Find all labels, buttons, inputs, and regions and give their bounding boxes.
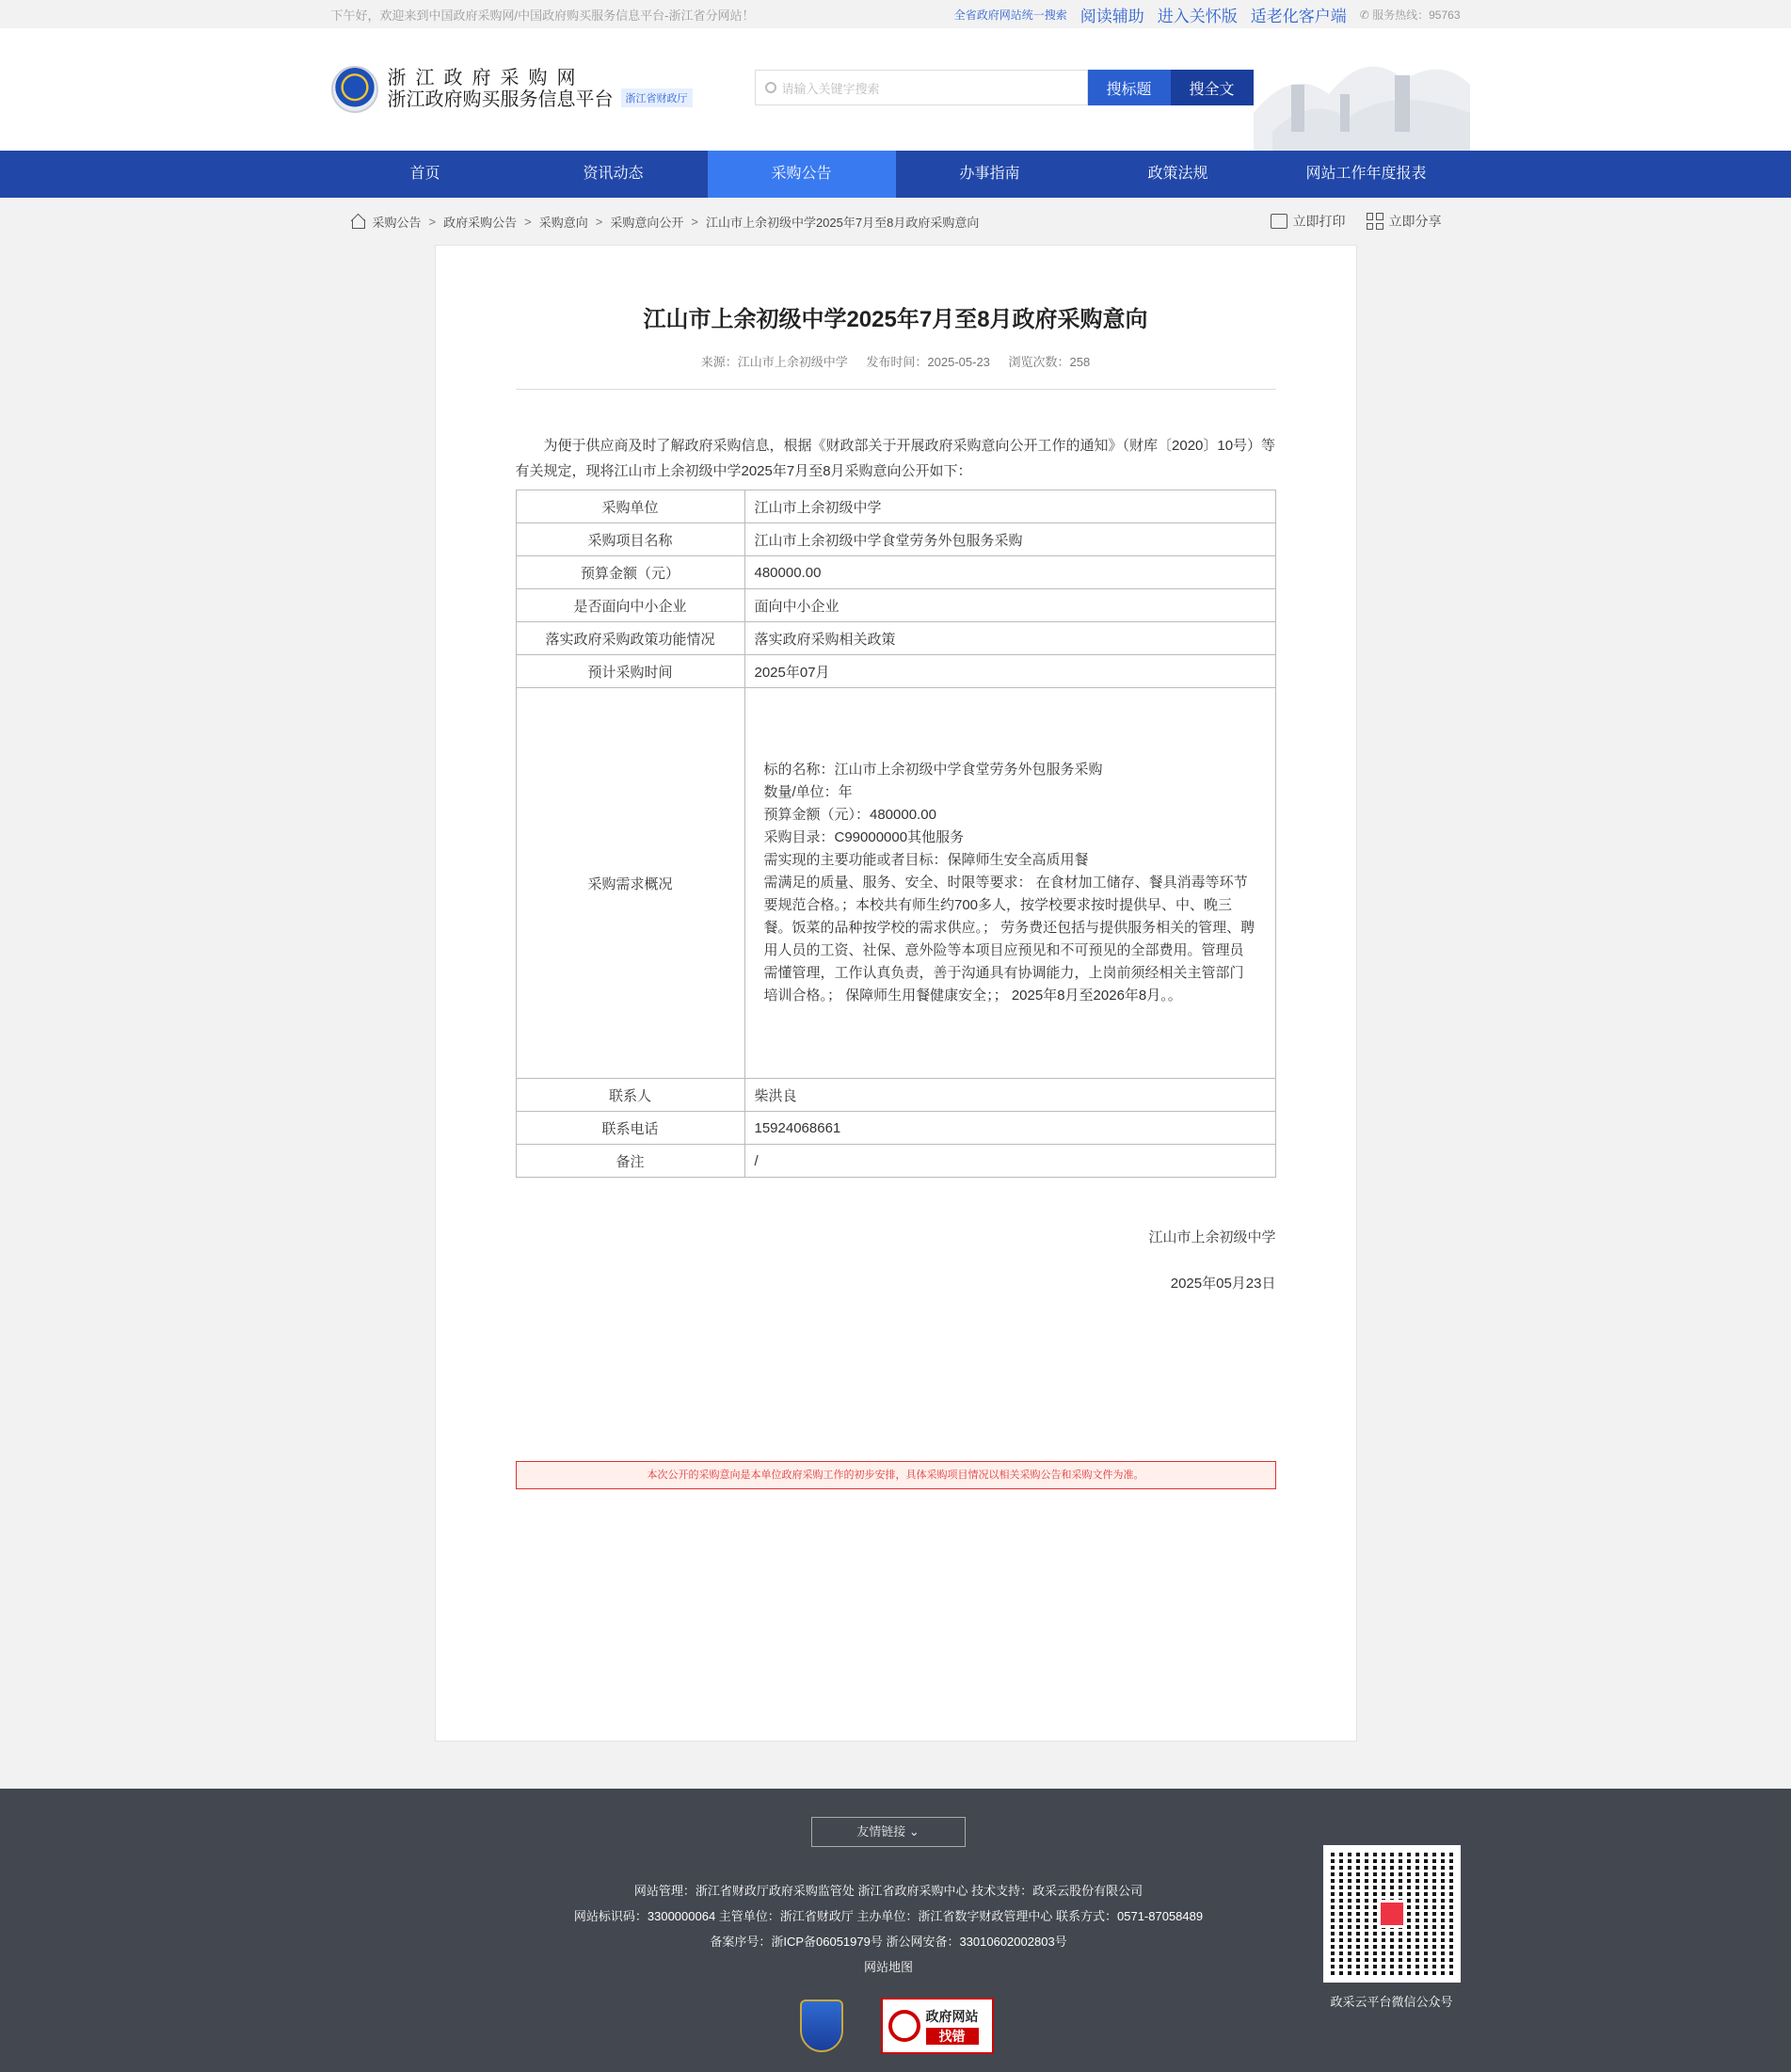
dept-tag: 浙江省财政厅 (621, 88, 693, 107)
top-bar (0, 0, 1791, 28)
chevron-down-icon: ⌄ (908, 1824, 919, 1839)
nav-procurement[interactable]: 采购公告 (708, 151, 896, 198)
hotline: ✆ 服务热线：95763 (1359, 8, 1461, 22)
article-source: 来源：江山市上余初级中学 (700, 355, 848, 369)
footer-line2: 网站标识码：3300000064 主管单位：浙江省财政厅 主办单位：浙江省数字财政管理中心 联系方式：0571-87058489 (573, 1909, 1204, 1923)
article-meta (516, 352, 1276, 390)
footer-badges (800, 1998, 994, 2054)
crumb-1[interactable]: 采购公告 (372, 215, 422, 230)
table-row: 预计采购时间 2025年07月 (516, 655, 1275, 688)
breadcrumb: 采购公告 > 政府采购公告 > 采购意向 > 采购意向公开 > 江山市上余初级中学2025年7月至8月政府采购意向 (350, 213, 980, 231)
search-input[interactable] (755, 70, 1088, 105)
intent-table (516, 490, 1276, 1178)
table-row-demand (516, 688, 1275, 1079)
sitemap-link[interactable]: 网站地图 (863, 1960, 913, 1974)
phone-icon: ✆ (1359, 8, 1373, 22)
nav-news[interactable]: 资讯动态 (583, 166, 644, 182)
magnifier-icon (888, 2010, 920, 2042)
nav-guide[interactable]: 办事指南 (959, 166, 1020, 182)
logo-line2: 浙江政府购买服务信息平台 (387, 89, 614, 110)
crumb-current: 江山市上余初级中学2025年7月至8月政府采购意向 (705, 215, 980, 230)
crumb-4[interactable]: 采购意向公开 (610, 215, 684, 230)
share-icon (1367, 213, 1383, 230)
search-all-link[interactable]: 全省政府网站统一搜索 (953, 8, 1067, 22)
table-row: 联系电话 15924068661 (516, 1112, 1275, 1145)
main-nav (0, 151, 1791, 198)
crumb-2[interactable]: 政府采购公告 (443, 215, 518, 230)
home-icon[interactable] (350, 215, 365, 228)
footer-line1: 网站管理：浙江省财政厅政府采购监管处 浙江省政府采购中心 技术支持：政采云股份有限公司 (633, 1884, 1143, 1898)
share-button[interactable]: 立即分享 (1367, 212, 1442, 231)
sign-date: 2025年05月23日 (1170, 1276, 1276, 1292)
disclaimer-notice: 本次公开的采购意向是本单位政府采购工作的初步安排，具体采购项目情况以相关采购公告和采购文件为准。 (516, 1461, 1276, 1489)
article-title: 江山市上余初级中学2025年7月至8月政府采购意向 (643, 307, 1148, 332)
signature: 江山市上余初级中学 (1148, 1229, 1276, 1245)
footer-info (331, 1878, 1447, 1980)
welcome-text: 下午好，欢迎来到中国政府采购网/中国政府购买服务信息平台-浙江省分网站！ (330, 8, 755, 23)
qr-code-icon (1331, 1853, 1453, 1975)
print-button[interactable]: 立即打印 (1271, 212, 1346, 231)
care-edition-link[interactable]: 进入关怀版 (1157, 7, 1238, 25)
printer-icon (1271, 214, 1287, 229)
site-logo[interactable] (331, 66, 693, 113)
table-row: 预算金额（元） 480000.00 (516, 556, 1275, 589)
article-intro: 为便于供应商及时了解政府采购信息，根据《财政部关于开展政府采购意向公开工作的通知》（财库〔2020〕10号）等有关规定，现将江山市上余初级中学2025年7月至8月采购意向公开如下： (515, 438, 1276, 479)
article-date: 发布时间：2025-05-23 (866, 355, 990, 369)
friend-links-dropdown[interactable]: 友情链接 ⌄ (811, 1817, 966, 1847)
search-placeholder: 请输入关键字搜索 (781, 81, 880, 96)
wechat-qr (1323, 1845, 1461, 2010)
find-error-badge[interactable]: 政府网站 找错 (881, 1998, 994, 2054)
demand-label: 采购需求概况 (516, 688, 744, 1079)
article-views: 浏览次数：258 (1008, 355, 1091, 369)
search-bar (755, 70, 1254, 105)
breadcrumb-bar (0, 198, 1791, 245)
table-row: 采购单位 江山市上余初级中学 (516, 490, 1275, 523)
logo-line1: 浙江政府采购网 (387, 68, 585, 88)
crumb-3[interactable]: 采购意向 (538, 215, 588, 230)
footer (0, 1789, 1791, 2072)
search-title-button[interactable]: 搜标题 (1088, 70, 1171, 105)
elder-client-link[interactable]: 适老化客户端 (1250, 7, 1347, 25)
table-row: 备注 / (516, 1145, 1275, 1178)
header (0, 28, 1791, 151)
demand-content: 标的名称：江山市上余初级中学食堂劳务外包服务采购 数量/单位：年 预算金额（元）：480000.00 采购目录：C99000000其他服务 需实现的主要功能或者目标：保障师生安全高质用餐 需满足的质量、服务、安全、时限等要求： 在食材加工储存、餐具消毒等环节要规范合格。；本校共有师生约700多人，按学校要求按时提供早、中、晚三餐。饭菜的品种按学校的需求供应。； 劳务费还包括与提供服务相关的管理、聘用人员的工资、社保、意外险等本项目应预见和不可预见的全部费用。管理员需懂管理，工作认真负责，善于沟通具有协调能力，上岗前须经相关主管部门培训合格。； 保障师生用餐健康安全；； 2025年8月至2026年8月。。 (744, 688, 1275, 1079)
pagoda-decoration (1254, 28, 1470, 151)
search-fulltext-button[interactable]: 搜全文 (1171, 70, 1254, 105)
table-row: 联系人 柴洪良 (516, 1079, 1275, 1112)
emblem-icon (331, 66, 378, 113)
read-assist-link[interactable]: 阅读辅助 (1079, 7, 1144, 25)
table-row: 落实政府采购政策功能情况 落实政府采购相关政策 (516, 622, 1275, 655)
qr-label: 政采云平台微信公众号 (1330, 1995, 1453, 2009)
institution-badge-icon[interactable] (800, 2000, 843, 2052)
nav-annual-report[interactable]: 网站工作年度报表 (1305, 166, 1427, 182)
nav-policy[interactable]: 政策法规 (1147, 166, 1208, 182)
table-row: 是否面向中小企业 面向中小企业 (516, 589, 1275, 622)
footer-line3: 备案序号：浙ICP备06051979号 浙公网安备：33010602002803号 (710, 1935, 1067, 1949)
table-row: 采购项目名称 江山市上余初级中学食堂劳务外包服务采购 (516, 523, 1275, 556)
nav-home[interactable]: 首页 (409, 166, 440, 182)
article-card (435, 245, 1357, 1742)
search-icon (765, 82, 776, 93)
